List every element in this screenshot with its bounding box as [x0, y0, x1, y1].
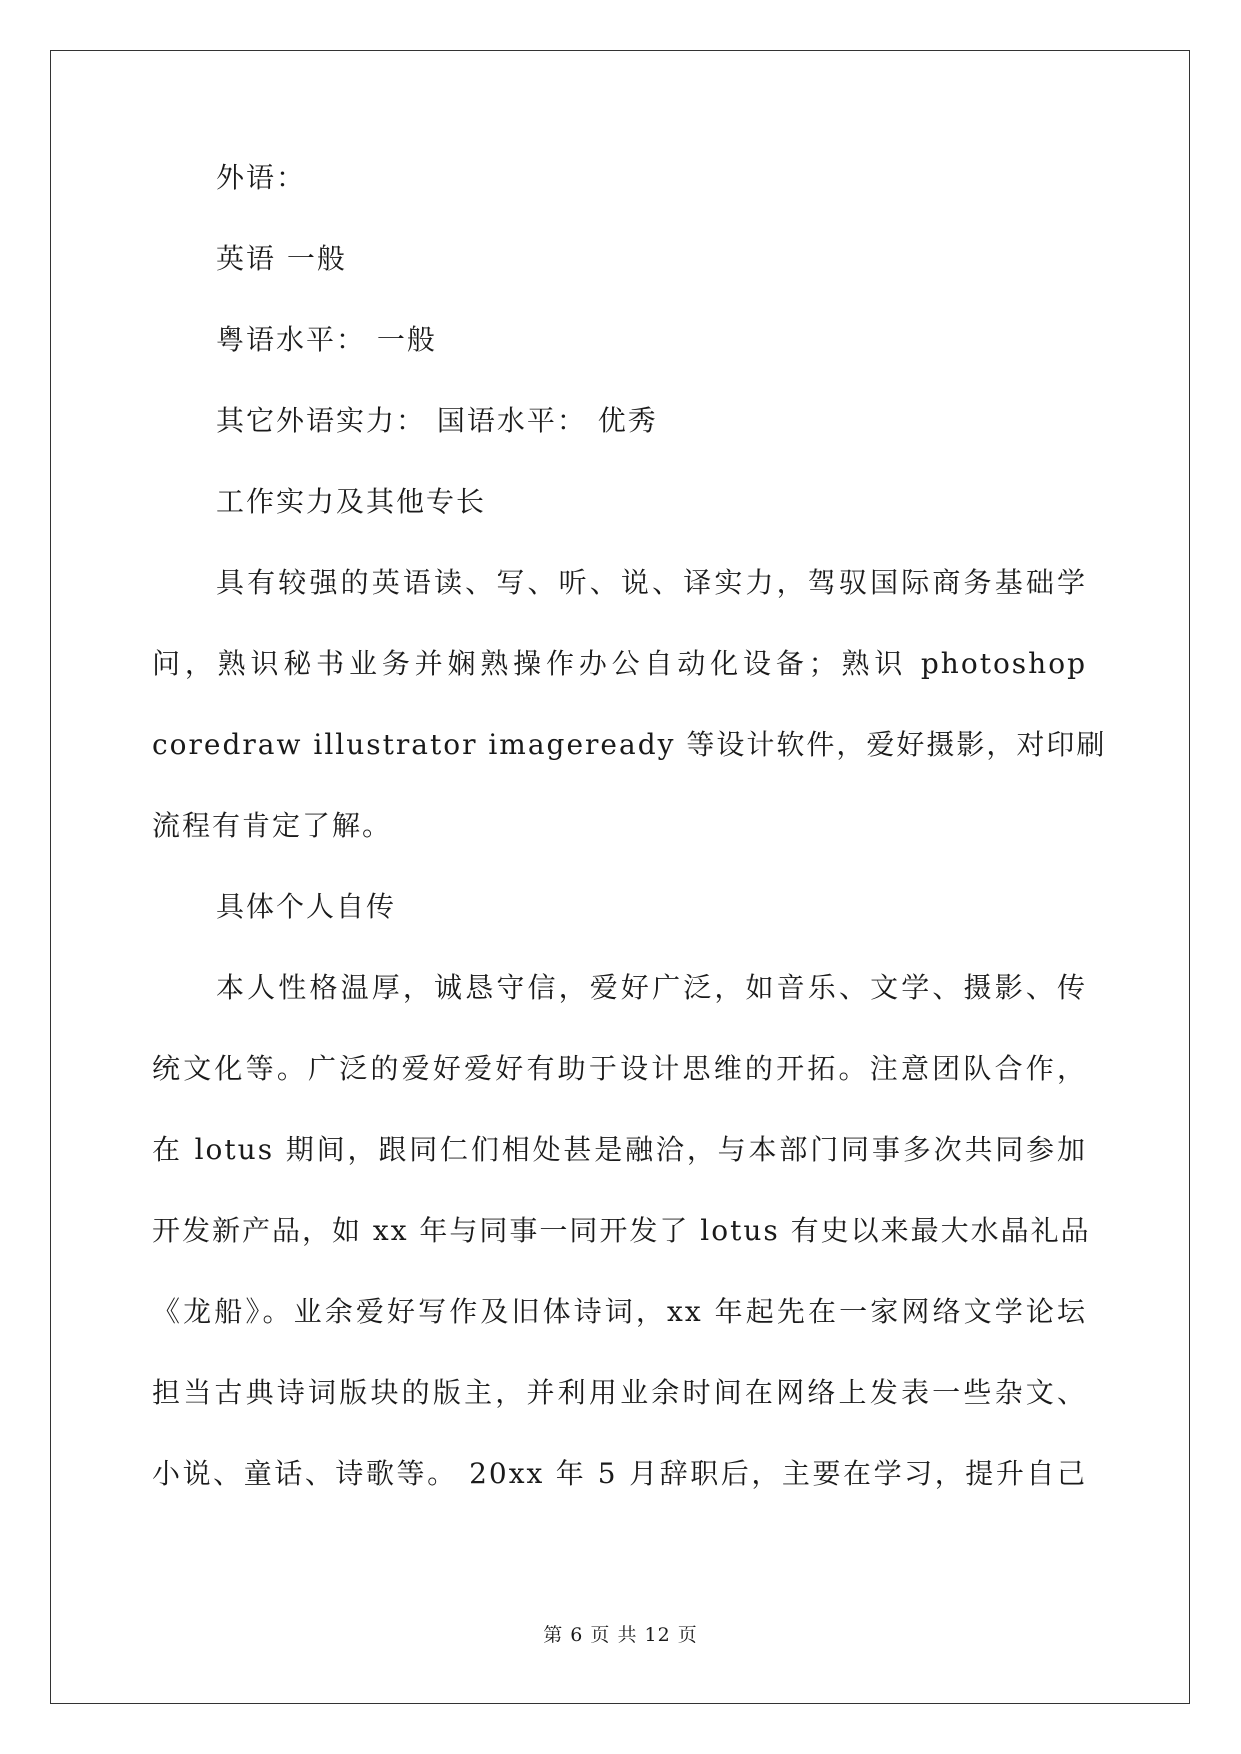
- paragraph-skills-line: 具有较强的英语读、写、听、说、译实力，驾驭国际商务基础学: [216, 566, 1087, 599]
- paragraph-autobiography-line: 担当古典诗词版块的版主，并利用业余时间在网络上发表一些杂文、: [152, 1376, 1087, 1409]
- page-number-footer: 第 6 页 共 12 页: [543, 1624, 698, 1646]
- text-line-cantonese: 粤语水平： 一般: [216, 323, 437, 356]
- paragraph-autobiography-line: 本人性格温厚，诚恳守信，爱好广泛，如音乐、文学、摄影、传: [216, 971, 1087, 1004]
- text-line-foreign-language: 外语：: [216, 161, 307, 194]
- paragraph-autobiography-line: 统文化等。广泛的爱好爱好有助于设计思维的开拓。注意团队合作，: [152, 1052, 1087, 1085]
- section-heading-autobiography: 具体个人自传: [216, 890, 397, 923]
- paragraph-skills-line: 问，熟识秘书业务并娴熟操作办公自动化设备；熟识 photoshop: [152, 647, 1087, 680]
- text-line-english: 英语 一般: [216, 242, 347, 275]
- section-heading-skills: 工作实力及其他专长: [216, 485, 487, 518]
- text-line-other-language: 其它外语实力： 国语水平： 优秀: [216, 404, 658, 437]
- paragraph-skills-line: coredraw illustrator imageready 等设计软件，爱好摄影，对印刷: [152, 728, 1107, 761]
- paragraph-autobiography-line: 《龙船》。业余爱好写作及旧体诗词，xx 年起先在一家网络文学论坛: [152, 1295, 1087, 1328]
- paragraph-autobiography-line: 小说、童话、诗歌等。 20xx 年 5 月辞职后，主要在学习，提升自己: [152, 1457, 1087, 1490]
- paragraph-autobiography-line: 开发新产品，如 xx 年与同事一同开发了 lotus 有史以来最大水晶礼品: [152, 1214, 1091, 1247]
- document-body: [152, 160, 1107, 1537]
- paragraph-autobiography-line: 在 lotus 期间，跟同仁们相处甚是融洽，与本部门同事多次共同参加: [152, 1133, 1087, 1166]
- paragraph-skills-line: 流程有肯定了解。: [152, 809, 393, 842]
